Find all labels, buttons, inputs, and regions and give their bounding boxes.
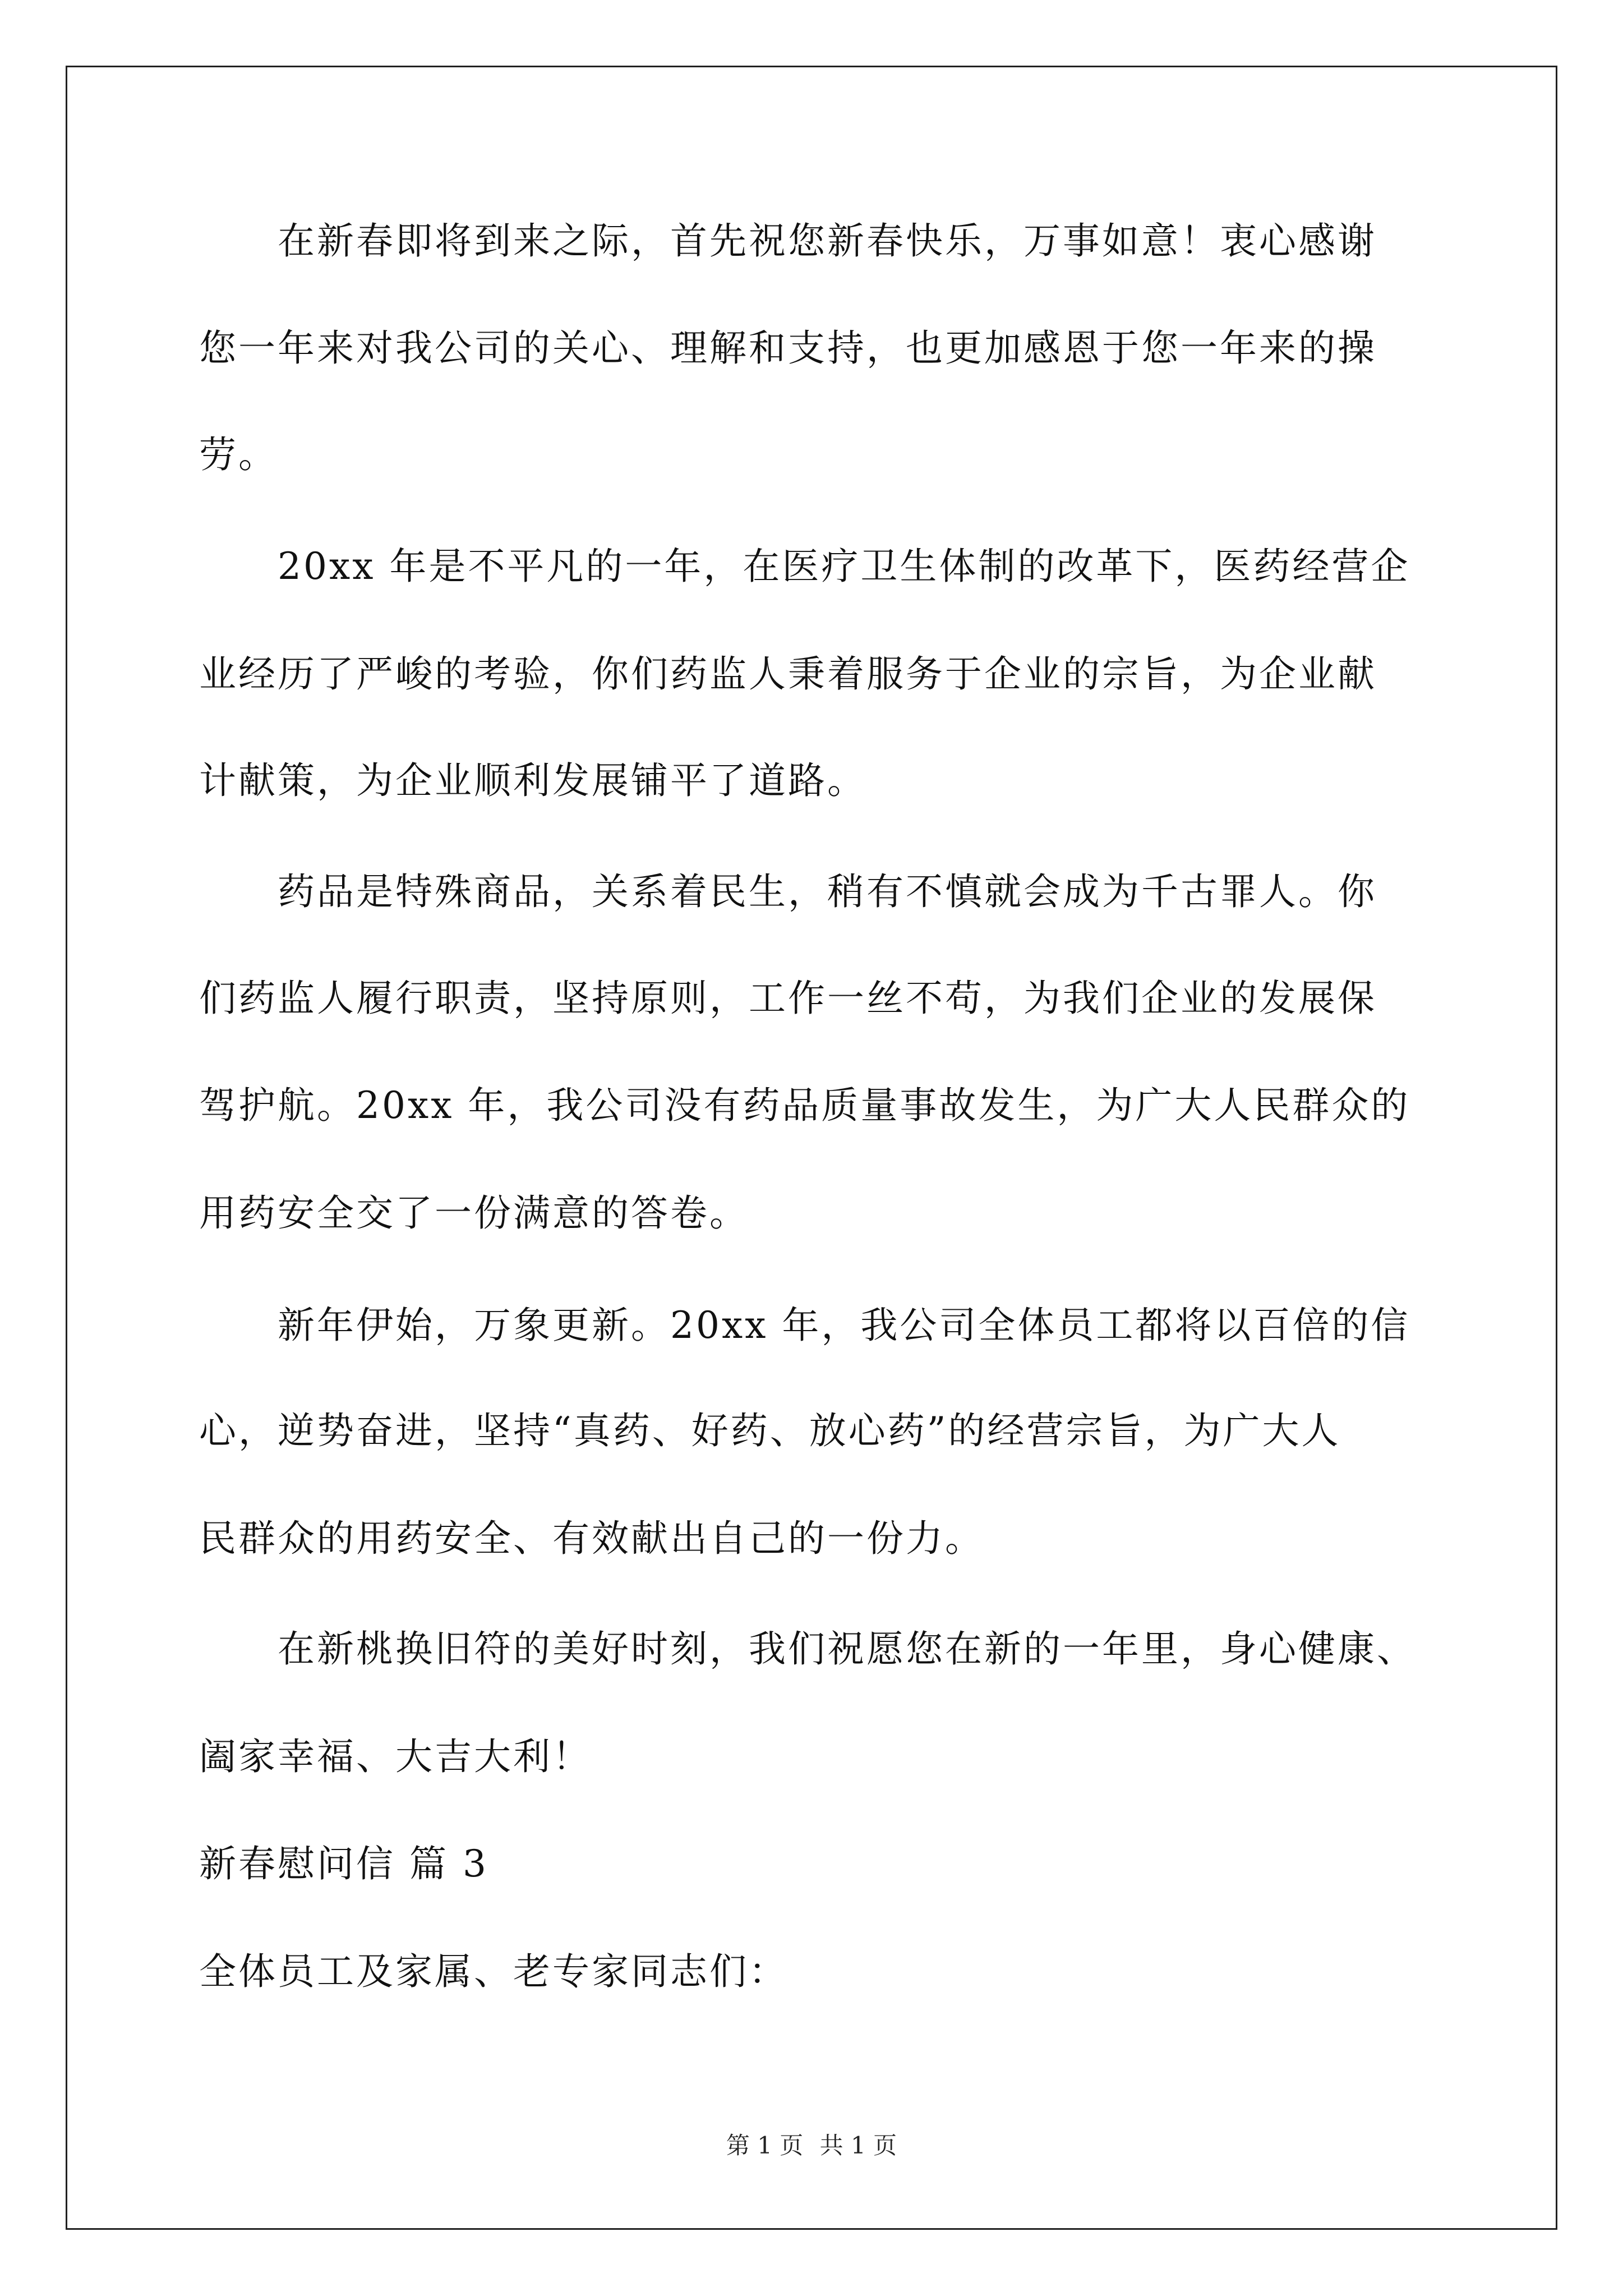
salutation: 全体员工及家属、老专家同志们： [199,1950,788,1993]
text-line: 民群众的用药安全、有效献出自己的一份力。 [199,1517,984,1560]
page-footer [0,2132,1623,2160]
text-line: 药品是特殊商品，关系着民生，稍有不慎就会成为千古罪人。你 [199,870,1377,913]
page-number: 第 1 页 [726,2132,804,2159]
section-heading: 新春慰问信 篇 3 [199,1842,488,1885]
text-line: 们药监人履行职责，坚持原则，工作一丝不苟，为我们企业的发展保 [199,977,1377,1020]
text-line: 驾护航。20xx 年，我公司没有药品质量事故发生，为广大人民群众的 [199,1084,1410,1127]
text-line: 新年伊始，万象更新。20xx 年，我公司全体员工都将以百倍的信 [199,1304,1410,1347]
text-line: 业经历了严峻的考验，你们药监人秉着服务于企业的宗旨，为企业献 [199,652,1377,696]
page-total: 共 1 页 [819,2132,897,2159]
text-line: 在新春即将到来之际，首先祝您新春快乐，万事如意！衷心感谢 [199,219,1377,263]
text-line: 20xx 年是不平凡的一年，在医疗卫生体制的改革下，医药经营企 [199,545,1410,588]
text-line: 阖家幸福、大吉大利！ [199,1735,592,1778]
text-line: 劳。 [199,433,278,476]
text-line: 计献策，为企业顺利发展铺平了道路。 [199,759,866,802]
text-line: 用药安全交了一份满意的答卷。 [199,1191,749,1235]
text-line: 心，逆势奋进，坚持“真药、好药、放心药”的经营宗旨，为广大人 [199,1409,1341,1452]
page-border [66,66,1557,2230]
text-line: 在新桃换旧符的美好时刻，我们祝愿您在新的一年里，身心健康、 [199,1627,1416,1671]
text-line: 您一年来对我公司的关心、理解和支持，也更加感恩于您一年来的操 [199,326,1377,370]
